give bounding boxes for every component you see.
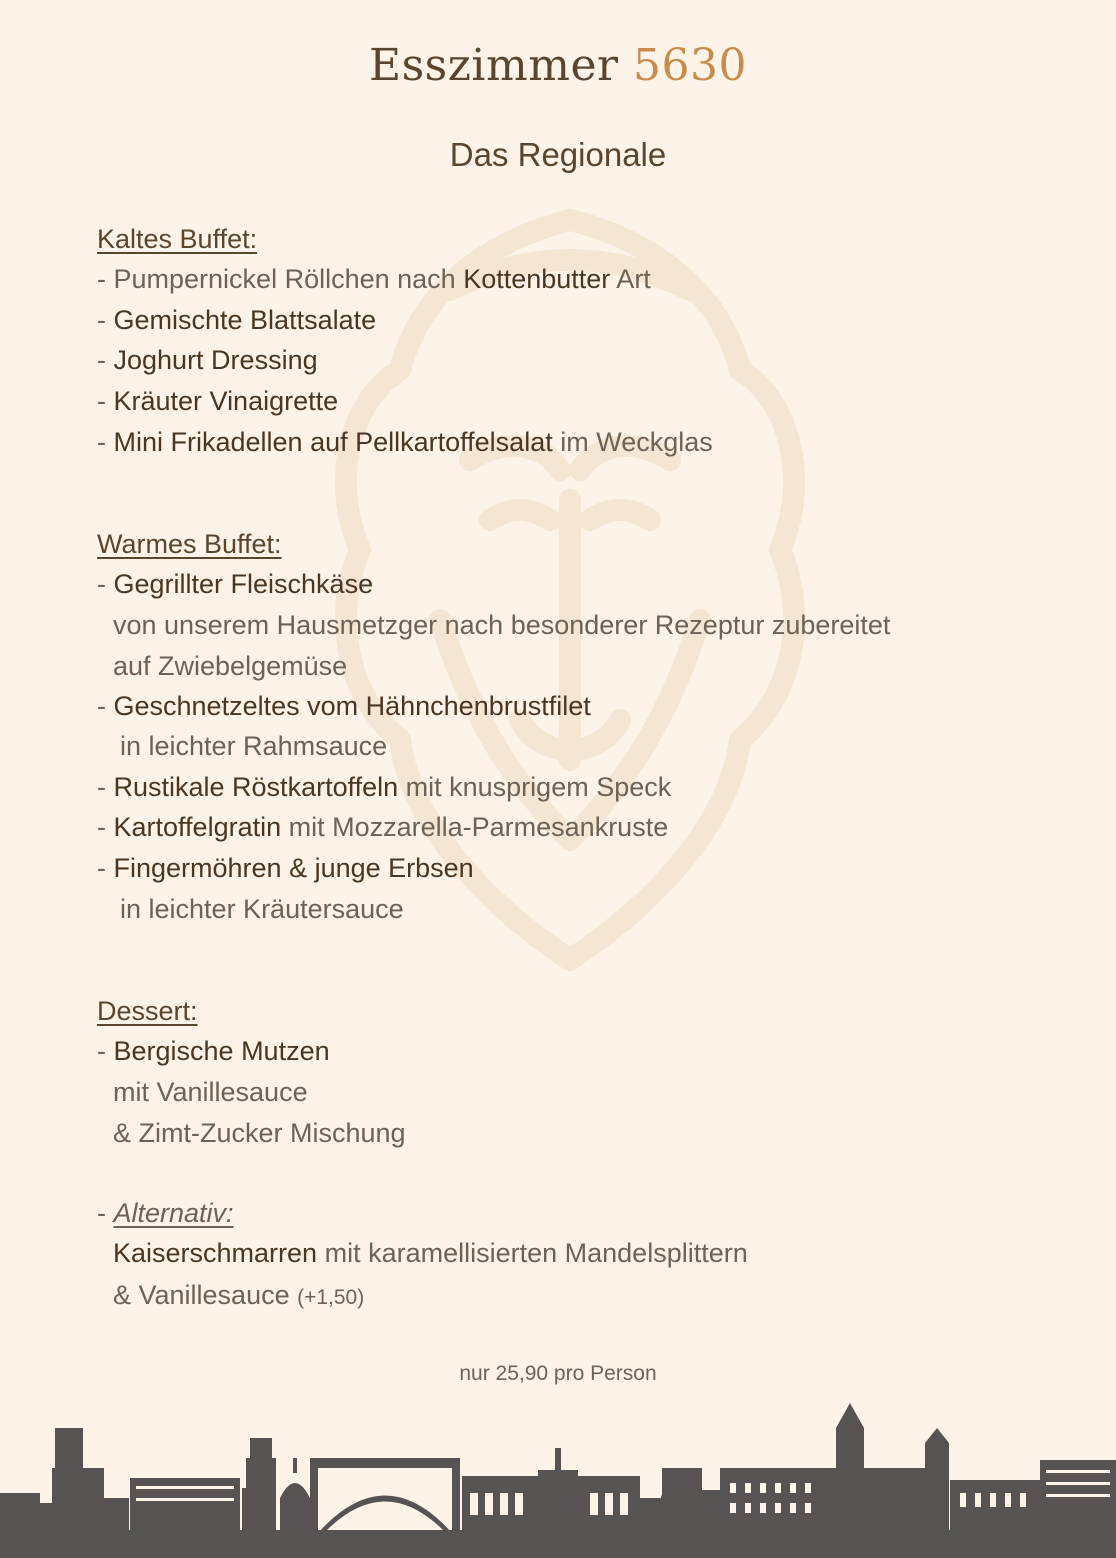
menu-title: Das Regionale [449, 136, 667, 173]
menu-item-description: mit Vanillesauce [113, 1077, 308, 1107]
brand-name: Esszimmer [368, 40, 619, 91]
menu-item: - Mini Frikadellen auf Pellkartoffelsalat im Weckglas [97, 427, 713, 457]
menu-item: - Gemischte Blattsalate [97, 305, 377, 335]
menu-item-description: auf Zwiebelgemüse [113, 651, 348, 681]
brand-number: 5630 [633, 40, 748, 91]
kaltes-buffet-heading: Kaltes Buffet: [97, 224, 258, 254]
menu-item: - Fingermöhren & junge Erbsen [97, 853, 474, 883]
menu-item: - Geschnetzeltes vom Hähnchenbrustfilet [97, 691, 591, 721]
menu-item-description: & Zimt-Zucker Mischung [113, 1118, 406, 1148]
menu-item: - Joghurt Dressing [97, 345, 318, 375]
menu-item: - Kräuter Vinaigrette [97, 386, 339, 416]
city-skyline-icon [0, 1398, 1116, 1558]
warmes-buffet-heading: Warmes Buffet: [97, 529, 282, 559]
alternative-label-line: - Alternativ: [97, 1198, 234, 1228]
price-note: nur 25,90 pro Person [459, 1362, 657, 1385]
alternative-label: Alternativ: [113, 1198, 234, 1228]
menu-item: Kaiserschmarren mit karamellisierten Mandelsplittern [113, 1238, 748, 1268]
menu-item-description: von unserem Hausmetzger nach besonderer Rezeptur zubereitet [113, 610, 891, 640]
surcharge: (+1,50) [297, 1286, 365, 1309]
menu-item: - Pumpernickel Röllchen nach Kottenbutter Art [97, 264, 651, 294]
dessert-heading: Dessert: [97, 996, 198, 1026]
menu-item: - Gegrillter Fleischkäse [97, 569, 374, 599]
menu-item-description: in leichter Kräutersauce [120, 894, 404, 924]
menu-item-description: in leichter Rahmsauce [120, 731, 388, 761]
menu-item: - Kartoffelgratin mit Mozzarella-Parmesankruste [97, 812, 669, 842]
menu-item: - Rustikale Röstkartoffeln mit knusprigem Speck [97, 772, 672, 802]
brand-logo [0, 40, 1116, 91]
menu-item: - Bergische Mutzen [97, 1036, 330, 1066]
menu-item-description: & Vanillesauce (+1,50) [113, 1280, 365, 1310]
